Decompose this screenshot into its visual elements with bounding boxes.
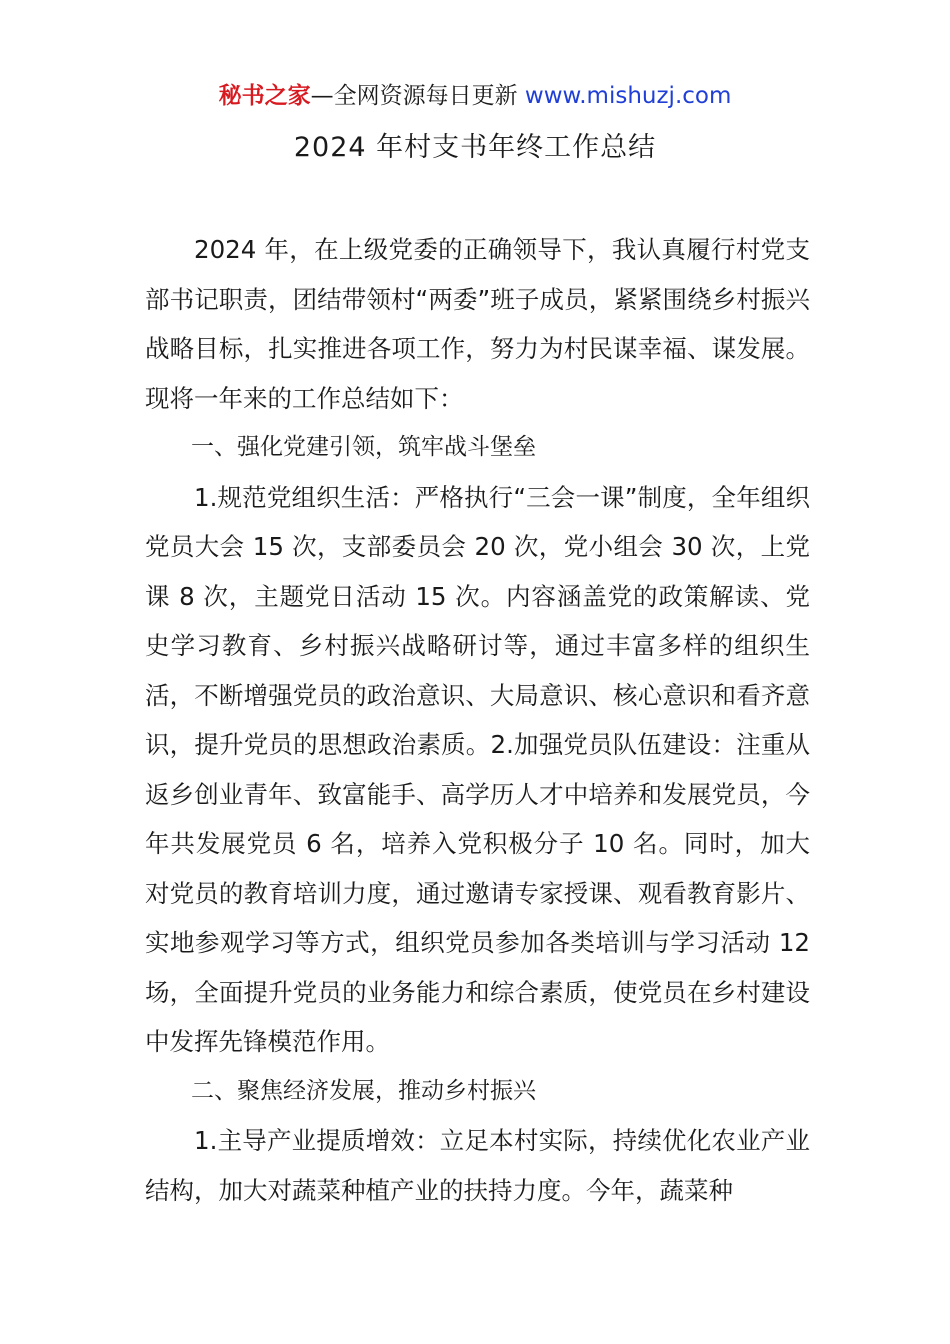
document-title: 2024 年村支书年终工作总结	[293, 132, 657, 163]
brand-name: 秘书之家	[218, 83, 311, 109]
document-body	[145, 225, 810, 1215]
site-header	[0, 80, 950, 112]
section-heading-2: 二、聚焦经济发展，推动乡村振兴	[191, 1077, 536, 1104]
header-tagline: —全网资源每日更新	[310, 83, 518, 109]
intro-paragraph: 2024 年，在上级党委的正确领导下，我认真履行村党支部书记职责，团结带领村“两委”班子成员，紧紧围绕乡村振兴战略目标，扎实推进各项工作，努力为村民谋幸福、谋发展。现将一年来的工作总结如下：	[145, 235, 810, 413]
section-2-paragraph: 1.主导产业提质增效：立足本村实际，持续优化农业产业结构，加大对蔬菜种植产业的扶持力度。今年，蔬菜种	[145, 1126, 810, 1205]
section-heading-1: 一、强化党建引领，筑牢战斗堡垒	[191, 434, 536, 460]
section-1-paragraph: 1.规范党组织生活：严格执行“三会一课”制度，全年组织党员大会 15 次，支部委员会 20 次，党小组会 30 次，上党课 8 次，主题党日活动 15 次。内容涵盖党的政策解读、党史学习教育、乡村振兴战略研讨等，通过丰富多样的组织生活，不断增强党员的政治意识、大局意识、核心意识和看齐意识，提升党员的思想政治素质。2.加强党员队伍建设：注重从返乡创业青年、致富能手、高学历人才中培养和发展党员，今年共发展党员 6 名，培养入党积极分子 10 名。同时，加大对党员的教育培训力度，通过邀请专家授课、观看教育影片、实地参观学习等方式，组织党员参加各类培训与学习活动 12 场，全面提升党员的业务能力和综合素质，使党员在乡村建设中发挥先锋模范作用。	[145, 482, 810, 1056]
site-link[interactable]: www.mishuzj.com	[524, 83, 732, 109]
